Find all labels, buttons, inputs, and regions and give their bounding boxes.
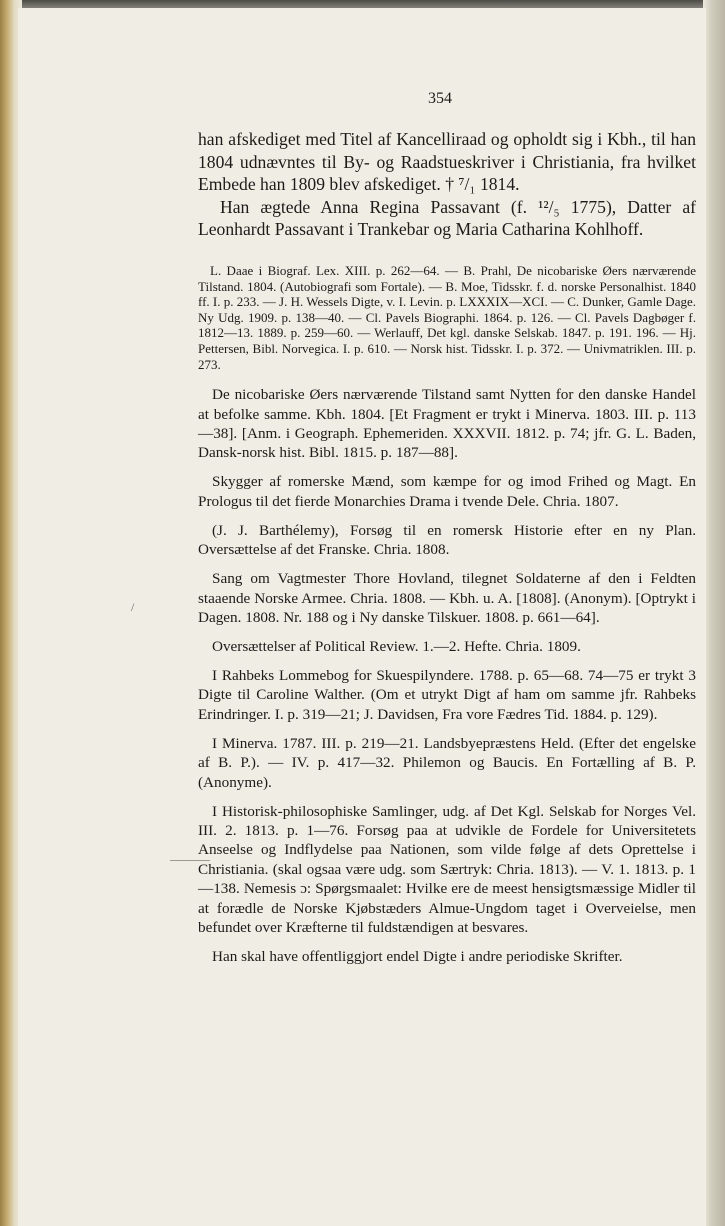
page-text: [198, 128, 696, 976]
work-entry: Sang om Vagtmester Thore Hovland, tilegnet Soldaterne af den i Feldten staaende Norske Armee. Chria. 1808. — Kbh. u. A. [1808]. (Anonym). [Optrykt i Dagen. 1808. Nr. 188 og i Ny danske Tilskuer. 1808. p. 661—64].: [198, 570, 696, 626]
work-entry: De nicobariske Øers nærværende Tilstand samt Nytten for den danske Handel at befolke samme. Kbh. 1804. [Et Fragment er trykt i Minerva. 1803. III. p. 113—38]. [Anm. i Geograph. Ephemeriden. XXXVII. 1812. p. 74; jfr. G. L. Baden, Dansk-norsk hist. Bibl. 1815. p. 187—88].: [198, 386, 696, 462]
work-entry: I Minerva. 1787. III. p. 219—21. Landsbyepræstens Held. (Efter det engelske af B. P.). — IV. p. 417—32. Philemon og Baucis. En Fortælling af B. P. (Anonyme).: [198, 734, 696, 791]
work-entry: Oversættelser af Political Review. 1.—2. Hefte. Chria. 1809.: [212, 637, 581, 655]
work-entry: I Historisk-philosophiske Samlinger, udg. af Det Kgl. Selskab for Norges Vel. III. 2. 1813. p. 1—76. Forsøg paa at udvikle de Fordele for Universitetets Anseelse og Indflydelse paa Nationen, som vilde følge af dets Oprettelse i Christiania. (skal ogsaa være udg. som Særtryk: Chria. 1813). — V. 1. 1813. p. 1—138. Nemesis ɔ: Spørgsmaalet: Hvilke ere de meest hensigtsmæssige Midler til at forædle de Norske Kjøbstæders Almue-Ungdom taget i Overveielse, men befundet over Kræfterne til fuldstændigen at besvares.: [198, 802, 696, 937]
margin-pencil-mark: /: [131, 600, 135, 614]
works-list: [198, 385, 696, 966]
work-entry: Han skal have offentliggjort endel Digte i andre periodiske Skrifter.: [212, 948, 623, 966]
work-entry: I Rahbeks Lommebog for Skuespilyndere. 1788. p. 65—68. 74—75 er trykt 3 Digte til Caroline Walther. (Om et utrykt Digt af ham om samme jfr. Rahbeks Erindringer. I. p. 319—21; J. Davidsen, Fra vore Fædres Tid. 1884. p. 129).: [198, 666, 696, 723]
references-paragraph: L. Daae i Biograf. Lex. XIII. p. 262—64. — B. Prahl, De nicobariske Øers nærværende Tilstand. 1804. (Autobiografi som Fortale). — B. Moe, Tidsskr. f. d. norske Personalhist. 1840 ff. I. p. 233. — J. H. Wessels Digte, v. I. Levin. p. LXXXIX—XCI. — C. Dunker, Gamle Dage. Ny Udg. 1909. p. 138—40. — Cl. Pavels Biographi. 1864. p. 126. — Cl. Pavels Dagbøger f. 1812—13. 1889. p. 259—60. — Werlauff, Det kgl. danske Selskab. 1847. p. 191. 196. — Hj. Pettersen, Bibl. Norvegica. I. p. 610. — Norsk hist. Tidsskr. I. p. 372. — Univmatriklen. III. p. 273.: [198, 262, 696, 372]
page-stack-edge: [703, 0, 725, 1226]
biography-paragraph: han afskediget med Titel af Kancelliraad og opholdt sig i Kbh., til han 1804 udnævntes til By- og Raadstueskriver i Christiania, fra hvilket Embede han 1809 blev afskediget. † ⁷/₁ 1814.: [198, 129, 696, 195]
work-entry: Skygger af romerske Mænd, som kæmpe for og imod Frihed og Magt. En Prologus til det fierde Monarchies Drama i tvende Dele. Chria. 1807.: [198, 473, 696, 510]
work-entry: (J. J. Barthélemy), Forsøg til en romersk Historie efter en ny Plan. Oversættelse af det Franske. Chria. 1808.: [198, 521, 696, 559]
page-number: 354: [428, 90, 452, 107]
marriage-paragraph: Han ægtede Anna Regina Passavant (f. ¹²/₅ 1775), Datter af Leonhardt Passavant i Trankebar og Maria Catharina Kohlhoff.: [198, 196, 696, 240]
